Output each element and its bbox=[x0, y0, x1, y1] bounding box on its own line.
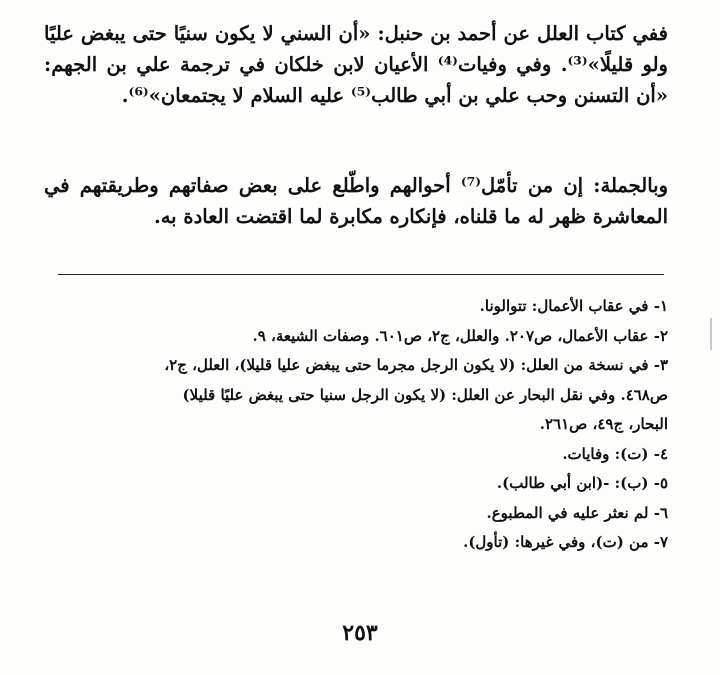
scan-edge-mark bbox=[710, 318, 712, 350]
footnote-line: ٦- لم نعثر عليه في المطبوع. bbox=[486, 503, 668, 522]
footnote-line: ٤- (ت): وفايات. bbox=[562, 444, 668, 463]
footnotes bbox=[44, 292, 668, 558]
footnote-line: ٧- من (ت)، وفي غيرها: (تأول). bbox=[463, 533, 668, 551]
page-number: ٢٥٣ bbox=[342, 620, 378, 646]
body-paragraph-1 bbox=[44, 18, 668, 111]
body-paragraph-2 bbox=[44, 170, 668, 232]
paragraph-text: ففي كتاب العلل عن أحمد بن حنبل: «أن السني لا يكون سنيًا حتى يبغض عليًا ولو قليلًا»⁽³⁾. وفي وفيات⁽⁴⁾ الأعيان لابن خلكان في ترجمة علي بن الجهم: «أن التسنن وحب علي بن أبي طالب⁽⁵⁾ عليه السلام لا يجتمعان»⁽⁶⁾. bbox=[44, 22, 668, 107]
footnote-separator bbox=[58, 274, 664, 275]
paragraph-text: وبالجملة: إن من تأمّل⁽⁷⁾ أحوالهم واطّلع على بعض صفاتهم وطريقتهم في المعاشرة ظهر له ما قلناه، فإنكاره مكابرة لما اقتضت العادة به. bbox=[44, 174, 668, 228]
footnote-line: ص٤٦٨. وفي نقل البحار عن العلل: (لا يكون الرجل سنيا حتى يبغض عليًا قليلا) bbox=[182, 385, 668, 404]
footnote-line: ٣- في نسخة من العلل: (لا يكون الرجل مجرما حتى يبغض عليا قليلا)، العلل، ج٢، bbox=[164, 356, 668, 374]
footnote-line: ٢- عقاب الأعمال، ص٢٠٧. والعلل، ج٢، ص٦٠١. وصفات الشيعة، ٩. bbox=[252, 326, 668, 345]
footnote-line: ١- في عقاب الأعمال: تتوالونا. bbox=[479, 297, 668, 315]
footnote-line: البحار، ج٤٩، ص٢٦١. bbox=[539, 415, 668, 433]
footnote-line: ٥- (ب): -(ابن أبي طالب). bbox=[496, 474, 668, 492]
